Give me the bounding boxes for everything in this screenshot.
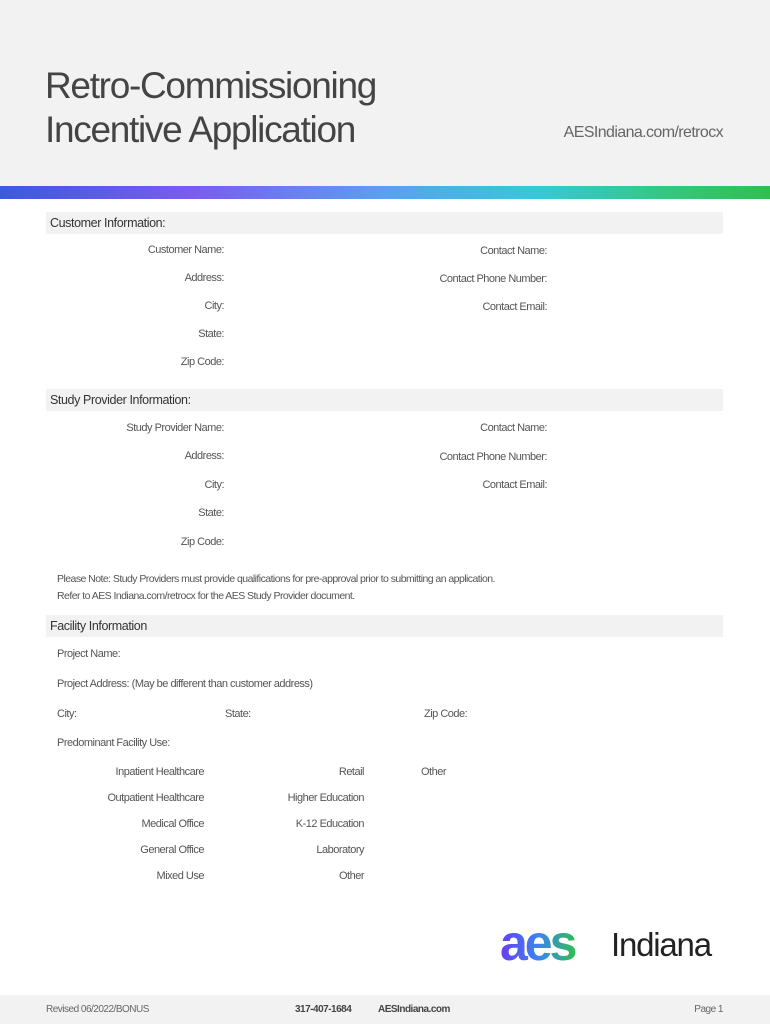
project-name-label: Project Name:: [57, 648, 121, 660]
note-line-2: Refer to AES Indiana.com/retrocx for the AES Study Provider document.: [57, 590, 355, 602]
use-option-laboratory: Laboratory: [316, 844, 364, 856]
title-line-1: Retro-Commissioning: [45, 65, 377, 106]
use-option-medical-office: Medical Office: [141, 818, 204, 830]
title-line-2: Incentive Application: [45, 109, 356, 150]
use-option-retail: Retail: [338, 766, 364, 778]
facility-section-header: [46, 615, 723, 637]
facility-section-title: Facility Information: [50, 619, 147, 633]
footer-website: AESIndiana.com: [378, 1004, 450, 1015]
study-provider-contact-phone-label: Contact Phone Number:: [439, 451, 547, 463]
use-option-other-col3: Other: [421, 766, 447, 778]
use-option-other-col2: Other: [338, 870, 364, 882]
study-provider-section-title: Study Provider Information:: [50, 393, 191, 407]
study-provider-contact-email-label: Contact Email:: [482, 479, 547, 491]
customer-city-label: City:: [204, 300, 224, 312]
study-provider-name-label: Study Provider Name:: [126, 422, 224, 434]
study-provider-note: [57, 571, 495, 605]
use-option-outpatient: Outpatient Healthcare: [107, 792, 204, 804]
project-address-label: Project Address: (May be different than customer address): [57, 678, 313, 690]
study-provider-section-header: [46, 389, 723, 411]
customer-contact-name-label: Contact Name:: [480, 245, 547, 257]
aes-logo-indiana-text: Indiana: [611, 926, 711, 963]
use-option-higher-education: Higher Education: [287, 792, 364, 804]
page-header: [0, 0, 770, 186]
customer-contact-email-label: Contact Email:: [482, 301, 547, 313]
study-provider-zip-label: Zip Code:: [180, 536, 224, 548]
customer-zip-label: Zip Code:: [180, 356, 224, 368]
brand-gradient-bar: [0, 186, 770, 199]
facility-state-label: State:: [225, 708, 251, 720]
facility-city-label: City:: [57, 708, 77, 720]
program-url: AESIndiana.com/retrocx: [563, 124, 723, 141]
customer-section-header: [46, 212, 723, 234]
customer-state-label: State:: [198, 328, 224, 340]
use-option-k12-education: K-12 Education: [295, 818, 364, 830]
use-option-mixed-use: Mixed Use: [156, 870, 204, 882]
use-option-general-office: General Office: [140, 844, 204, 856]
aes-logo-mark: aes: [500, 918, 575, 970]
customer-address-label: Address:: [184, 272, 224, 284]
use-option-inpatient: Inpatient Healthcare: [115, 766, 204, 778]
aes-indiana-logo: [500, 918, 730, 970]
facility-zip-label: Zip Code:: [424, 708, 468, 720]
study-provider-address-label: Address:: [184, 450, 224, 462]
note-line-1: Please Note: Study Providers must provide qualifications for pre-approval prior to submitting an application.: [57, 573, 495, 585]
study-provider-city-label: City:: [204, 479, 224, 491]
footer-revision: Revised 06/2022/BONUS: [46, 1004, 149, 1015]
footer-phone: 317-407-1684: [295, 1004, 352, 1015]
customer-contact-phone-label: Contact Phone Number:: [439, 273, 547, 285]
aes-logo-icon: [500, 918, 606, 970]
study-provider-state-label: State:: [198, 507, 224, 519]
page-footer: [0, 995, 770, 1024]
footer-page-number: Page 1: [694, 1004, 723, 1015]
page-title: [45, 64, 376, 152]
predominant-use-label: Predominant Facility Use:: [57, 737, 170, 749]
customer-section-title: Customer Information:: [50, 216, 166, 230]
study-provider-contact-name-label: Contact Name:: [480, 422, 547, 434]
customer-name-label: Customer Name:: [147, 244, 224, 256]
